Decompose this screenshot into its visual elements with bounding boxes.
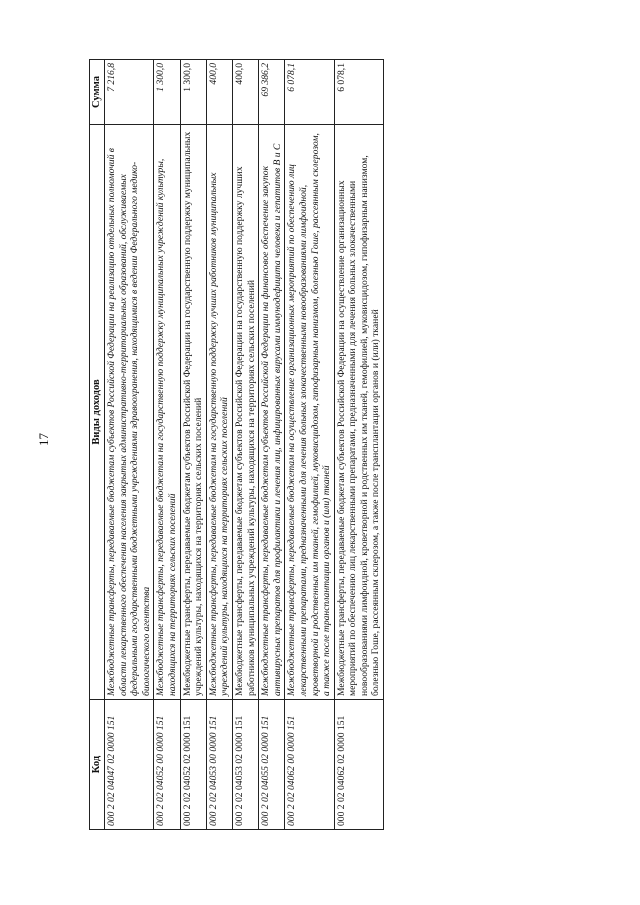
row-sum: 400,0: [206, 60, 232, 125]
header-code: Код: [90, 700, 105, 830]
row-code: 000 2 02 04047 02 0000 151: [105, 700, 154, 830]
row-sum: 69 386,2: [259, 60, 285, 125]
table-row: [232, 60, 258, 830]
table-row: [206, 60, 232, 830]
row-description: Межбюджетные трансферты, передаваемые бюджетам субъектов Российской Федерации на осуществление организационных мероприятий по обеспечению лиц лекарственными препаратами, предназначенными для лечения больных злокачественными новообразованиями лимфоидной, кроветворной и родственных им тканей, гемофилией, муковисцидозом, гипофизарным нанизмом, болезнью Гоше, рассеянным склерозом, а также после трансплантации органов и (или) тканей: [334, 125, 383, 700]
revenue-table: [89, 59, 384, 830]
row-description: Межбюджетные трансферты, передаваемые бюджетам на государственную поддержку муниципальных учреждений культуры, находящихся на территориях сельских поселений: [154, 125, 180, 700]
row-description: Межбюджетные трансферты, передаваемые бюджетам субъектов Российской Федерации на государственную поддержку лучших работников муниципальных учреждений культуры, находящихся на территориях сельских поселений: [232, 125, 258, 700]
row-sum: 6 078,1: [334, 60, 383, 125]
row-code: 000 2 02 04062 00 0000 151: [285, 700, 334, 830]
row-sum: 400,0: [232, 60, 258, 125]
page-number: 17: [36, 433, 51, 446]
row-code: 000 2 02 04052 02 0000 151: [180, 700, 206, 830]
header-sum: Сумма: [90, 60, 105, 125]
row-code: 000 2 02 04052 00 0000 151: [154, 700, 180, 830]
row-sum: 1 300,0: [180, 60, 206, 125]
row-code: 000 2 02 04053 02 0000 151: [232, 700, 258, 830]
row-sum: 1 300,0: [154, 60, 180, 125]
table-row: [154, 60, 180, 830]
row-code: 000 2 02 04062 02 0000 151: [334, 700, 383, 830]
table-header-row: [90, 60, 105, 830]
table-row: [105, 60, 154, 830]
row-sum: 6 078,1: [285, 60, 334, 125]
row-description: Межбюджетные трансферты, передаваемые бюджетам субъектов Российской Федерации на финансовое обеспечение закупок антивирусных препаратов для профилактики и лечения лиц, инфицированных вирусами иммунодефицита человека и гепатитов В и С: [259, 125, 285, 700]
header-description: Виды доходов: [90, 125, 105, 700]
rotated-table-container: [89, 60, 519, 830]
row-code: 000 2 02 04055 02 0000 151: [259, 700, 285, 830]
table-row: [285, 60, 334, 830]
row-sum: 7 216,8: [105, 60, 154, 125]
table-row: [180, 60, 206, 830]
row-description: Межбюджетные трансферты, передаваемые бюджетам на осуществление организационных мероприятий по обеспечению лиц лекарственными препаратами, предназначенными для лечения больных злокачественными новообразованиями лимфоидной, кроветворной и родственных им тканей, гемофилией, муковисцидозом, гипофизарным нанизмом, болезнью Гоше, рассеянным склерозом, а также после трансплантации органов и (или) тканей: [285, 125, 334, 700]
table-row: [334, 60, 383, 830]
row-description: Межбюджетные трансферты, передаваемые бюджетам субъектов Российской Федерации на государственную поддержку муниципальных учреждений культуры, находящихся на территориях сельских поселений: [180, 125, 206, 700]
row-description: Межбюджетные трансферты, передаваемые бюджетам на государственную поддержку лучших работников муниципальных учреждений культуры, находящихся на территориях сельских поселений: [206, 125, 232, 700]
table-row: [259, 60, 285, 830]
row-description: Межбюджетные трансферты, передаваемые бюджетам субъектов Российской Федерации на реализацию отдельных полномочий в области лекарственного обеспечения населения закрытых административно-территориальных образований, обслуживаемых федеральными государственными бюджетными учреждениями здравоохранения, находящимися в ведении Федерального медико-биологического агентства: [105, 125, 154, 700]
row-code: 000 2 02 04053 00 0000 151: [206, 700, 232, 830]
